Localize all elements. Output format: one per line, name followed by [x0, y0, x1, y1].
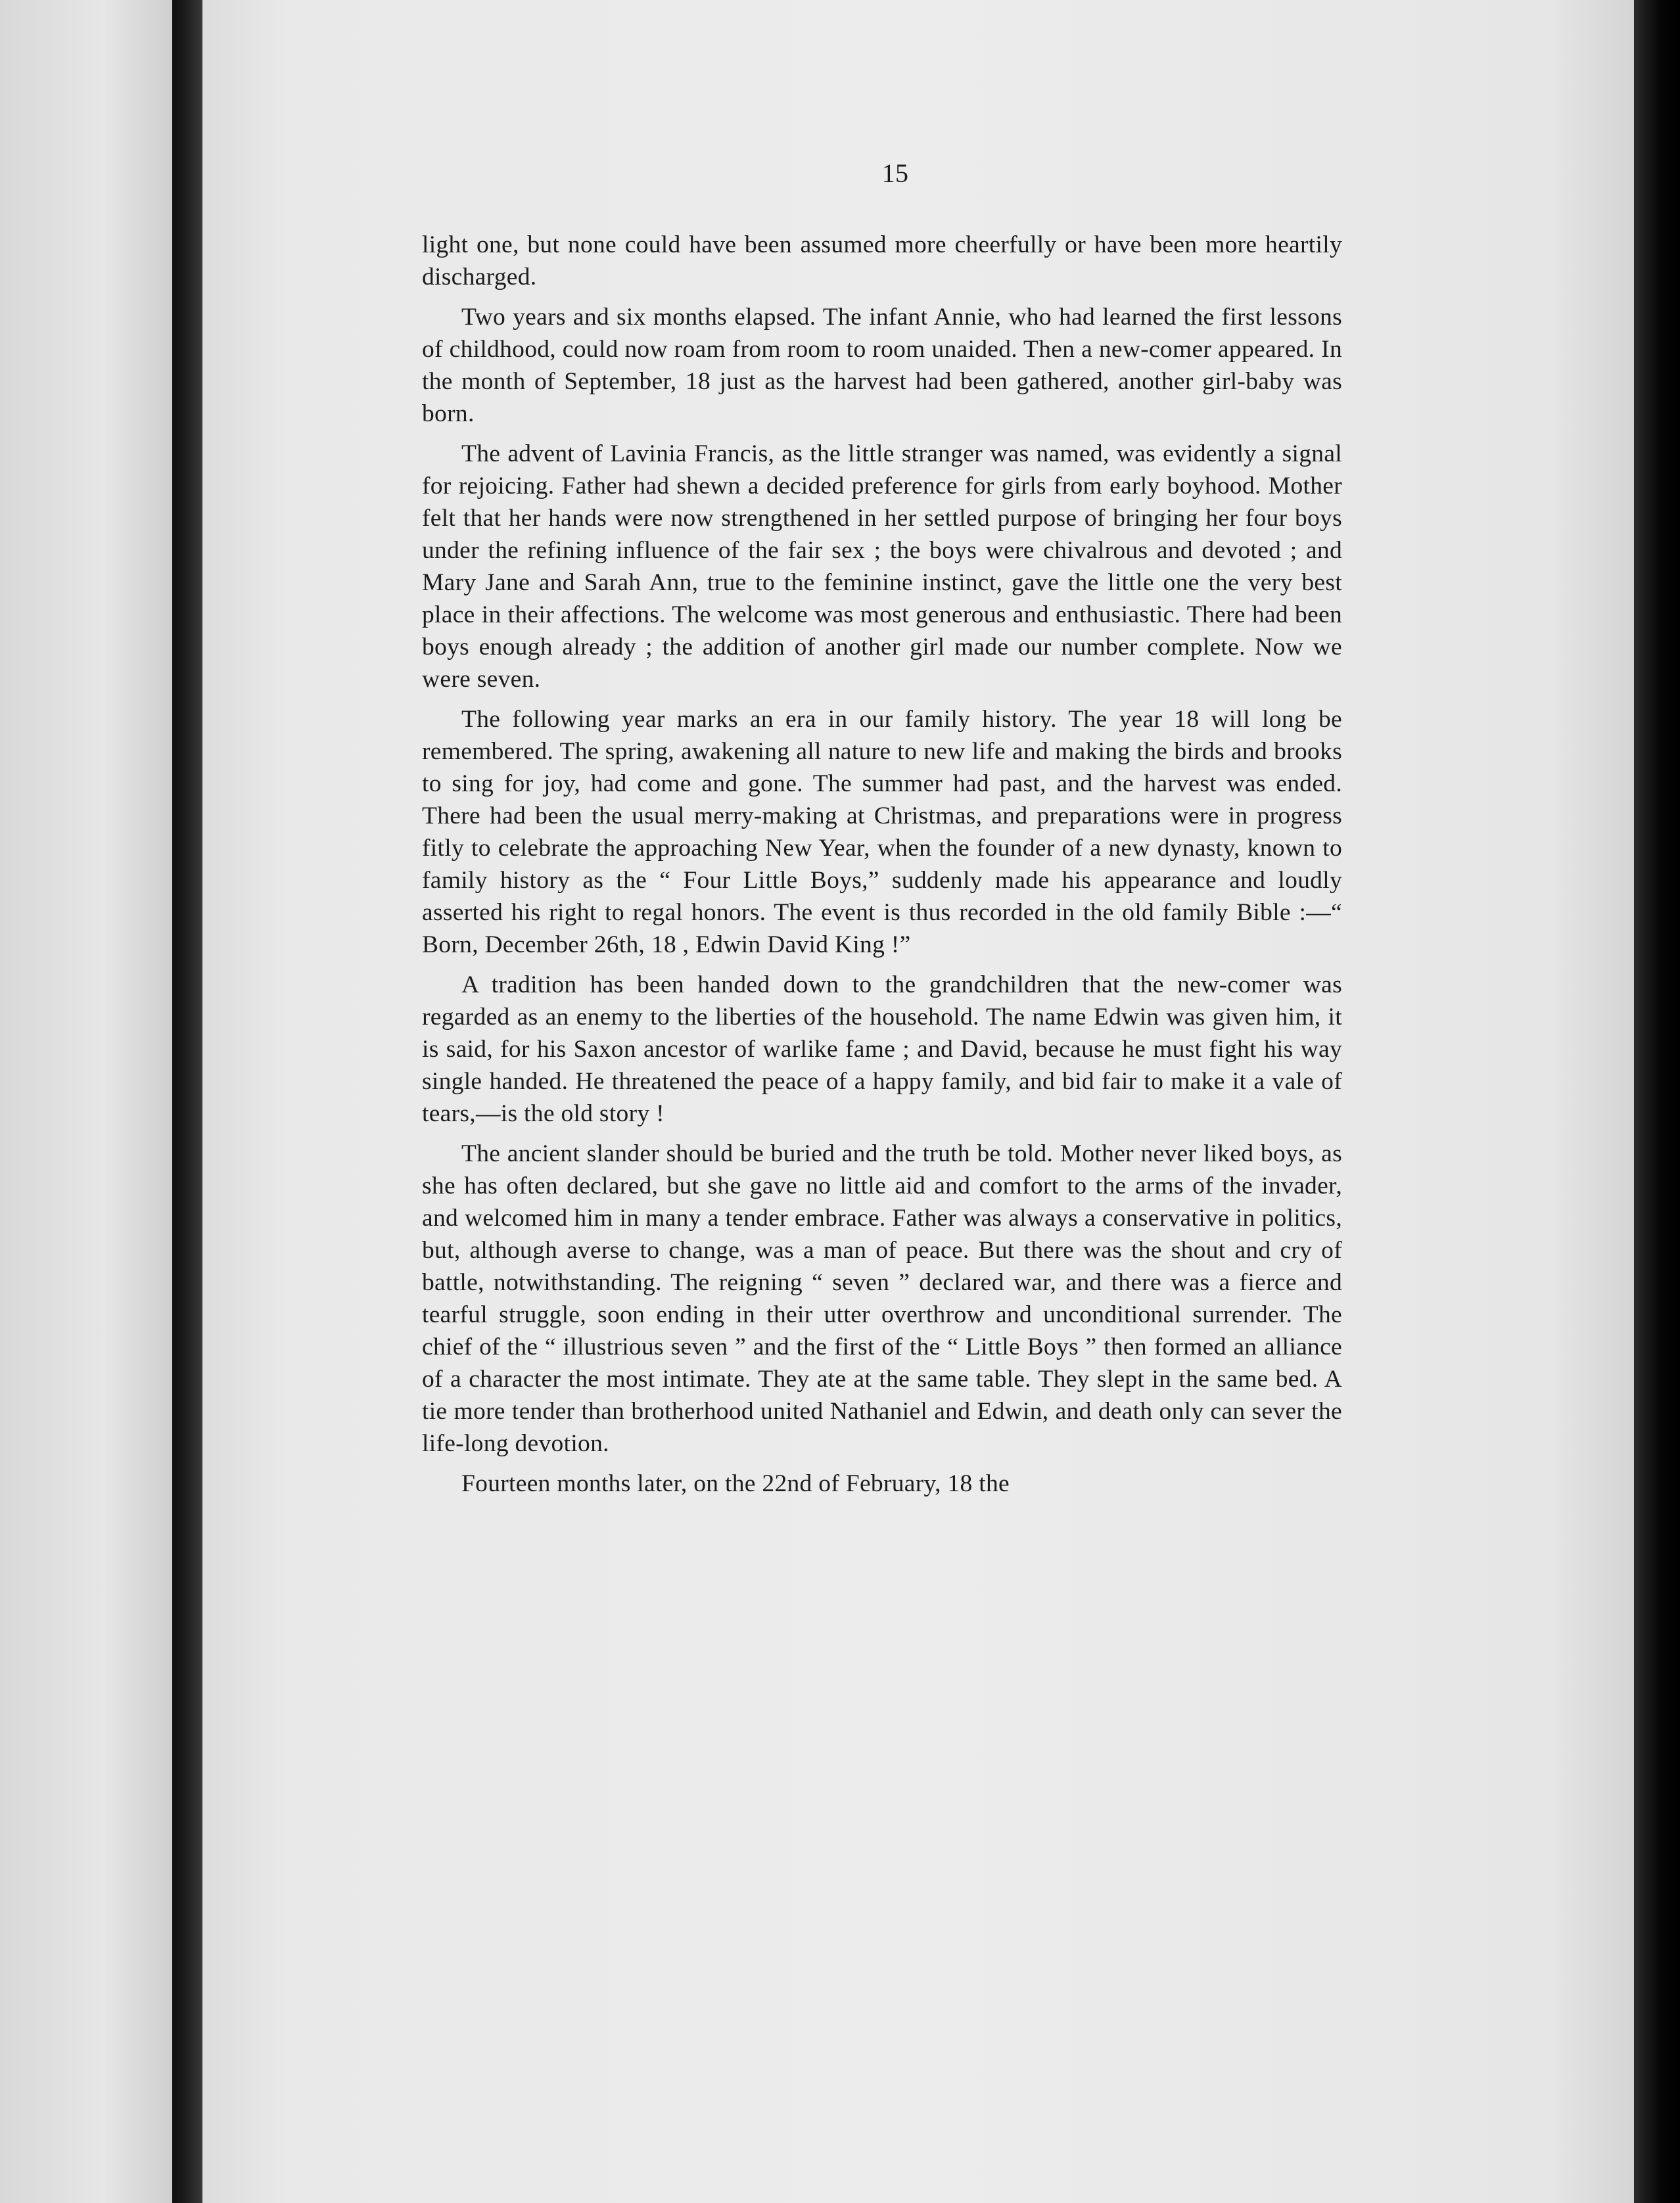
paragraph: Fourteen months later, on the 22nd of February, 18 the — [461, 1470, 1010, 1497]
book-gutter — [172, 0, 202, 2203]
paragraph: A tradition has been handed down to the grandchildren that the new-comer was regarded as an enemy to the liberties of the household. The name Edwin was given him, it is said, for his Saxon ancestor of warlike fame ; and David, because he must fight his way single handed. He threatened the peace of a happy family, and bid fair to make it a vale of tears,—is the old story ! — [422, 971, 1342, 1127]
paragraph: The following year marks an era in our family history. The year 18 will long be remembered. The spring, awakening all nature to new life and making the birds and brooks to sing for joy, had come and gone. The summer had past, and the harvest was ended. There had been the usual merry-making at Christmas, and preparations were in progress fitly to celebrate the approaching New Year, when the founder of a new dynasty, known to family history as the “ Four Little Boys,” suddenly made his appearance and loudly asserted his right to regal honors. The event is thus recorded in the old family Bible :—“ Born, December 26th, 18 , Edwin David King !” — [422, 706, 1342, 958]
paragraph: The advent of Lavinia Francis, as the little stranger was named, was evidently a signal for rejoicing. Father had shewn a decided preference for girls from early boyhood. Mother felt that her hands were now strengthened in her settled purpose of bringing her four boys under the refining influence of the fair sex ; the boys were chivalrous and devoted ; and Mary Jane and Sarah Ann, true to the feminine instinct, gave the little one the very best place in their affections. The welcome was most generous and enthusiastic. There had been boys enough already ; the addition of another girl made our number complete. Now we were seven. — [422, 440, 1342, 693]
page-edge-shadow — [1634, 0, 1680, 2203]
facing-page-edge — [0, 0, 172, 2203]
paragraph: light one, but none could have been assumed more cheerfully or have been more heartily discharged. — [422, 231, 1342, 290]
paragraph: The ancient slander should be buried and the truth be told. Mother never liked boys, as she has often declared, but she gave no little aid and comfort to the arms of the invader, and welcomed him in many a tender embrace. Father was always a conservative in politics, but, although averse to change, was a man of peace. But there was the shout and cry of battle, notwithstanding. The reigning “ seven ” declared war, and there was a fierce and tearful struggle, soon ending in their utter overthrow and unconditional surrender. The chief of the “ illustrious seven ” and the first of the “ Little Boys ” then formed an alliance of a character the most intimate. They ate at the same table. They slept in the same bed. A tie more tender than brotherhood united Nathaniel and Edwin, and death only can sever the life-long devotion. — [422, 1140, 1342, 1457]
paragraph: Two years and six months elapsed. The infant Annie, who had learned the first lessons of childhood, could now roam from room to room unaided. Then a new-comer appeared. In the month of September, 18 just as the harvest had been gathered, another girl-baby was born. — [422, 304, 1342, 427]
page-number: 15 — [881, 158, 909, 188]
page-text — [422, 158, 1342, 1500]
